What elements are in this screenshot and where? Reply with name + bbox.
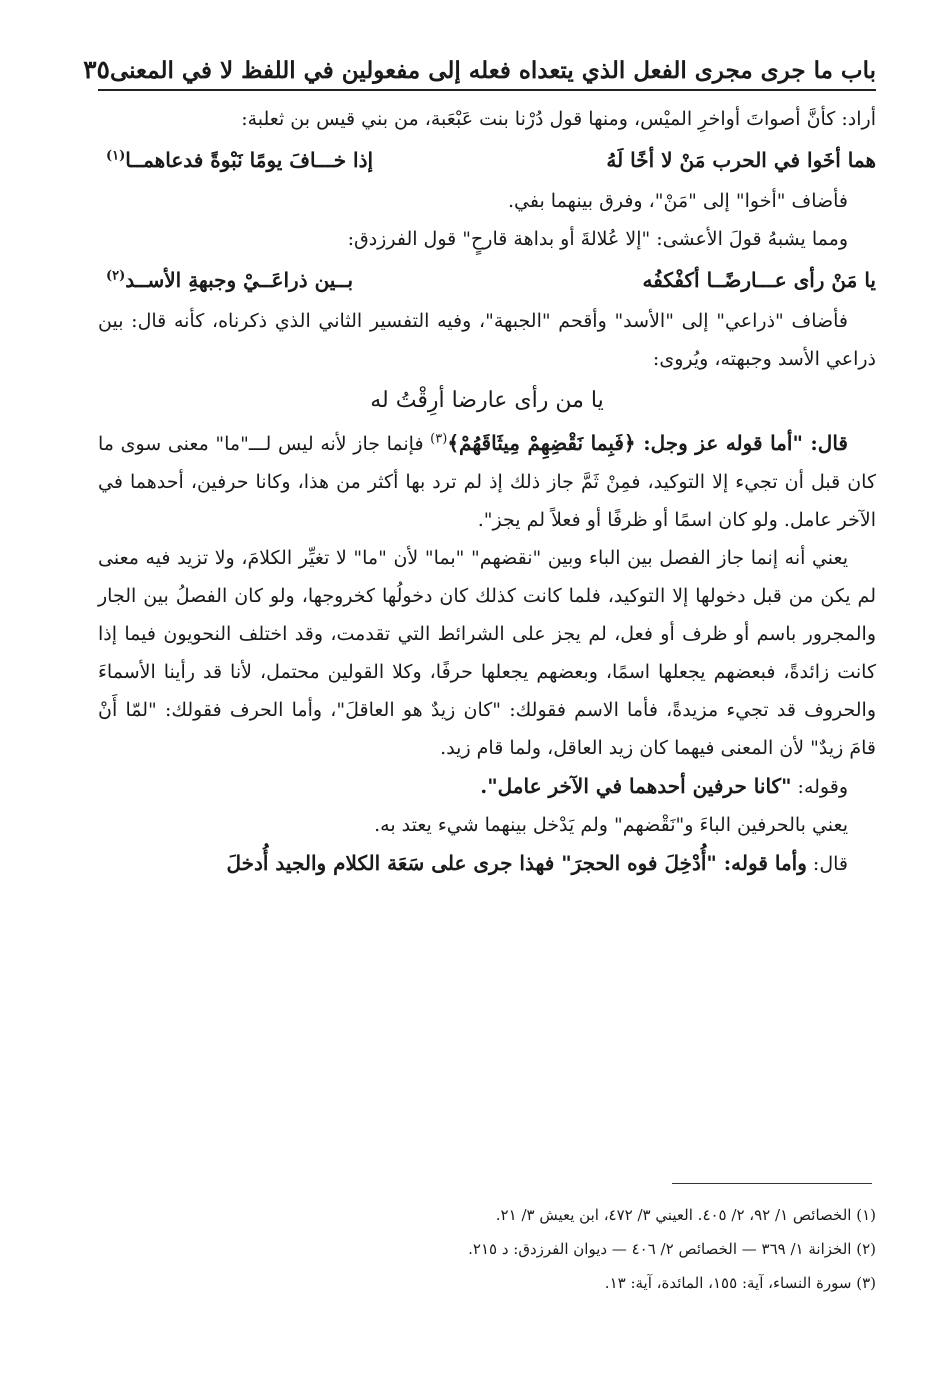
main-text: [98, 100, 876, 883]
paragraph-9-rest: وأما قوله: "أُدْخِلَ فوه الحجرَ" فهذا جرى على سَعَة الكلام والجيد أُدخلَ: [226, 851, 807, 875]
paragraph-intro: أراد: كأنَّ أصواتَ أواخرِ الميْس، ومنها قول دُرْنا بنت عَبْعَبة، من بني قيس بن ثعلبة:: [241, 108, 876, 130]
footnote-2: (٢) الخزانة ١/ ٣٦٩ — الخصائص ٢/ ٤٠٦ — ديوان الفرزدق: د ٢١٥.: [468, 1240, 876, 1258]
page-header: [83, 36, 876, 84]
page-number: ٣٥: [83, 55, 110, 84]
paragraph-5: [98, 424, 876, 539]
footnote-3: (٣) سورة النساء، آية: ١٥٥، المائدة، آية: ١٣.: [604, 1274, 876, 1292]
verse-2-first-hemistich: يا مَنْ رأى عـــارضًــا أكفْكفُه: [642, 268, 876, 292]
header-rule: [98, 89, 876, 91]
verse-2-second-hemistich: [98, 258, 479, 302]
verse-line-2: [98, 258, 876, 302]
paragraph-9: [98, 844, 876, 883]
paragraph-7: [98, 767, 876, 806]
verse-2-second-text: بــين ذراعَــيْ وجبهةِ الأســد: [125, 268, 354, 292]
verse-line-1: [98, 138, 876, 182]
footnote-1: (١) الخصائص ١/ ٩٢، ٢/ ٤٠٥. العيني ٣/ ٤٧٢، ابن يعيش ٣/ ٢١.: [495, 1206, 876, 1224]
paragraph-7-quote: "كانا حرفين أحدهما في الآخر عامل".: [480, 774, 792, 798]
verse-line-3: يا من رأى عارضا أرِقْتُ له: [370, 388, 604, 413]
footnote-rule: [672, 1183, 872, 1184]
paragraph-3: ومما يشبهُ قولَ الأعشى: "إلا عُلالةَ أو بداهة قارحٍ" قول الفرزدق:: [347, 228, 848, 250]
paragraph-4: فأضاف "ذراعي" إلى "الأسد" وأقحم "الجبهة"، وفيه التفسير الثاني الذي ذكرناه، كأنه قال: بين ذراعي الأسد وجبهته، ويُروى:: [98, 310, 876, 370]
paragraph-5-rest: فإنما جاز لأنه ليس لـــ"ما" معنى سوى ما كان قبل أن تجيء إلا التوكيد، فمِنْ ثَمَّ جاز ذلك إذ لم ترد بها أكثر من هذا، وكانا حرفين، أحدهما في الآخر عامل. ولو كان اسمًا أو ظرفًا أو فعلاً لم يجز".: [98, 433, 876, 531]
footnote-ref-1: (١): [106, 148, 126, 164]
running-title: باب ما جرى مجرى الفعل الذي يتعداه فعله إلى مفعولين في اللفظ لا في المعنى: [109, 57, 876, 84]
footnote-ref-2: (٢): [106, 268, 126, 284]
paragraph-2: فأضاف "أخوا" إلى "مَنْ"، وفرق بينهما بفي.: [507, 190, 848, 212]
quran-quote: ﴿فَبِما نَقْضِهِمْ مِيثَاقَهُمْ﴾: [447, 431, 636, 455]
footnotes: [98, 1198, 876, 1300]
paragraph-6: يعني أنه إنما جاز الفصل بين الباء وبين "نقضهم" "بما" لأن "ما" لا تغيِّر الكلامَ، ولا تزيد فيه معنى لم يكن من قبل دخولها إلا التوكيد، فلما كانت كذلك كان دخولُها كخروجها، ولو كان الفصلُ بين الجار والمجرور باسم أو ظرف أو فعل، لم يجز على الشرائط التي تقدمت، وقد اختلف النحويون فيما إذا كانت زائدةً، فبعضهم يجعلها اسمًا، وبعضهم يجعلها حرفًا، وكلا القولين محتمل، لأنا قد رأينا الأسماءَ والحروف قد تجيء مزيدةً، فأما الاسم فقولك: "كان زيدٌ هو العاقلَ"، وأما الحرف فقولك: "لمّا أَنْ قامَ زيدٌ" لأن المعنى فيهما كان زيد العاقل، ولما قام زيد.: [98, 547, 876, 759]
paragraph-7-lead: وقوله:: [791, 776, 848, 798]
verse-1-first-hemistich: هما أخَوا في الحرب مَنْ لا أخًا لَهُ: [606, 148, 876, 172]
paragraph-8: يعني بالحرفين الباءَ و"نَقْضهم" ولم يَدْخل بينهما شيء يعتد به.: [374, 814, 848, 836]
verse-1-second-hemistich: [98, 138, 479, 182]
paragraph-9-lead: قال:: [806, 853, 848, 875]
quran-lead: قال: "أما قوله عز وجل:: [635, 431, 848, 455]
verse-1-second-text: إذا خـــافَ يومًا نَبْوةً فدعاهمــا: [125, 148, 374, 172]
footnote-ref-3: (٣): [430, 431, 448, 447]
